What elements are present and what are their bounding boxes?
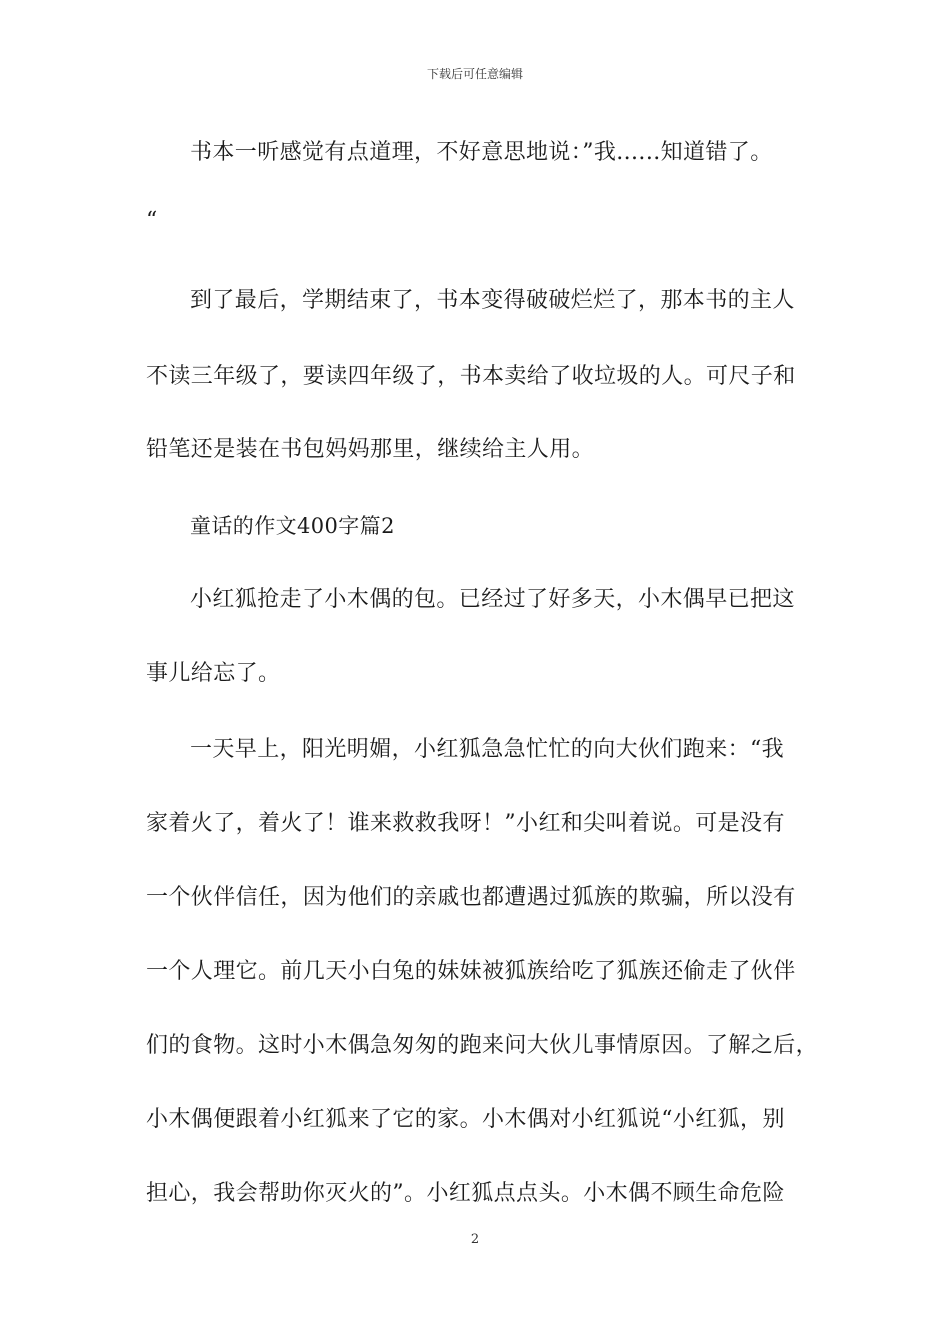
paragraph-line: 小红狐抢走了小木偶的包。已经过了好多天，小木偶早已把这 [190, 587, 795, 612]
paragraph-line: 一个人理它。前几天小白兔的妹妹被狐族给吃了狐族还偷走了伙伴 [146, 959, 796, 984]
paragraph-line: 们的食物。这时小木偶急匆匆的跑来问大伙儿事情原因。了解之后， [146, 1033, 819, 1058]
paragraph-line: 不读三年级了，要读四年级了，书本卖给了收垃圾的人。可尺子和 [146, 364, 796, 389]
paragraph-line: 事儿给忘了。 [146, 661, 281, 686]
paragraph-line: 家着火了，着火了！谁来救救我呀！”小红和尖叫着说。可是没有 [146, 811, 785, 836]
paragraph-line: 书本一听感觉有点道理，不好意思地说：”我......知道错了。 [190, 140, 773, 165]
paragraph-line: 一个伙伴信任，因为他们的亲戚也都遭遇过狐族的欺骗，所以没有 [146, 885, 796, 910]
section-heading: 童话的作文400字篇2 [190, 514, 395, 538]
page-number: 2 [470, 1232, 480, 1247]
paragraph-line: 小木偶便跟着小红狐来了它的家。小木偶对小红狐说“小红狐，别 [146, 1107, 785, 1132]
paragraph-line: “ [146, 208, 158, 233]
paragraph-line: 担心，我会帮助你灭火的”。小红狐点点头。小木偶不顾生命危险 [146, 1181, 785, 1206]
paragraph-line: 一天早上，阳光明媚，小红狐急急忙忙的向大伙们跑来：“我 [190, 737, 785, 762]
paragraph-line: 到了最后，学期结束了，书本变得破破烂烂了，那本书的主人 [190, 288, 795, 313]
paragraph-line: 铅笔还是装在书包妈妈那里，继续给主人用。 [146, 437, 595, 462]
page-header: 下载后可任意编辑 [426, 67, 523, 81]
